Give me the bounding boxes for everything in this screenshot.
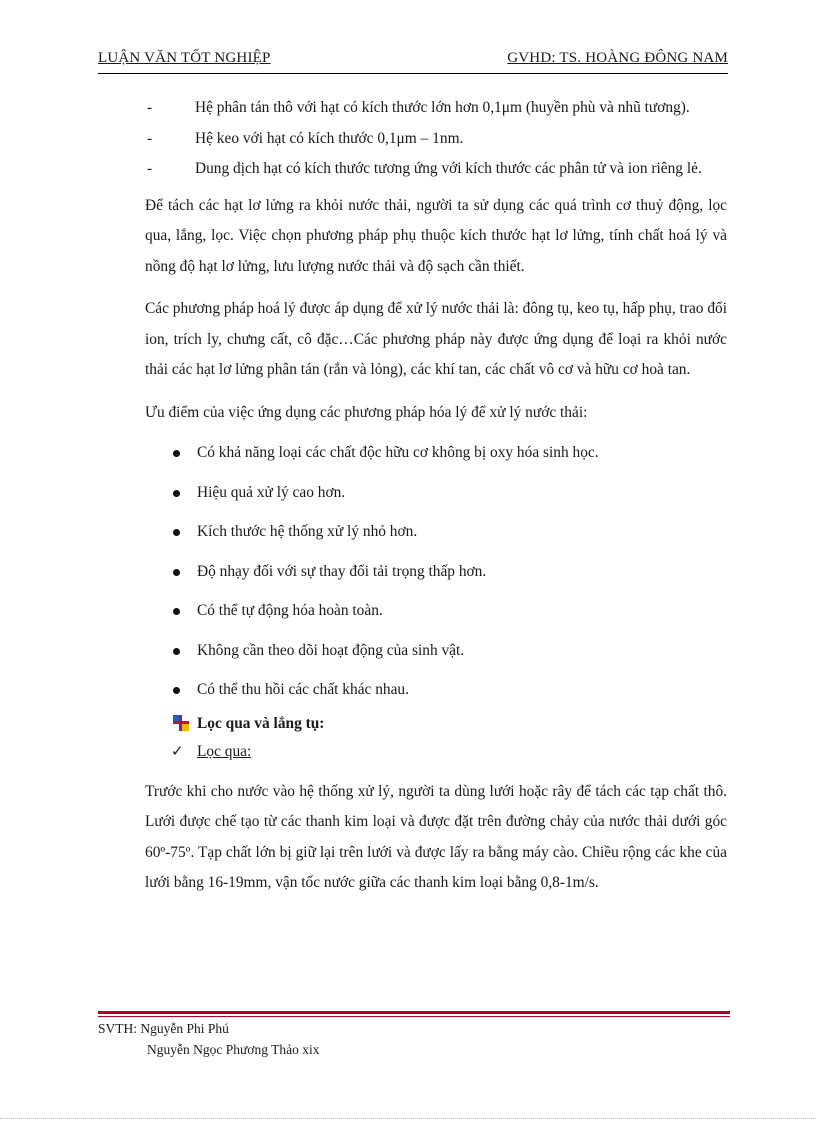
bullet-dot-icon	[173, 450, 180, 457]
flag-bullet-icon	[173, 715, 189, 731]
checkmark-icon: ✓	[171, 743, 184, 760]
list-item	[147, 670, 727, 710]
advantages-list	[147, 433, 727, 710]
bullet-dot-icon	[173, 687, 180, 694]
list-item	[147, 473, 727, 513]
header-advisor: GVHD: TS. HOÀNG ĐÔNG NAM	[507, 50, 728, 66]
footer-author: SVTH: Nguyễn Phi Phú	[98, 1021, 229, 1036]
dash-item	[147, 93, 727, 124]
list-item-text: Có thể tự động hóa hoàn toàn.	[197, 602, 383, 619]
list-item-text: Độ nhạy đối với sự thay đổi tải trọng thấp hơn.	[197, 562, 487, 580]
list-item	[147, 591, 727, 631]
dash-list	[147, 93, 727, 185]
section-heading-text: Lọc qua và lắng tụ:	[197, 714, 325, 732]
list-item-text: Kích thước hệ thống xử lý nhỏ hơn.	[197, 523, 418, 540]
list-item-text: Có khả năng loại các chất độc hữu cơ không bị oxy hóa sinh học.	[197, 444, 599, 461]
sub-heading	[147, 737, 727, 767]
dash-marker: -	[147, 129, 153, 147]
dash-item-text: Dung dịch hạt có kích thước tương ứng với kích thước các phân tử và ion riêng lẻ.	[195, 160, 702, 177]
sub-heading-text: Lọc qua:	[197, 742, 252, 760]
paragraph: Để tách các hạt lơ lửng ra khỏi nước thải, người ta sử dụng các quá trình cơ thuỷ động, lọc qua, lắng, lọc. Việc chọn phương pháp phụ thuộc kích thước hạt lơ lửng, tính chất hoá lý và nồng độ hạt lơ lửng, lưu lượng nước thải và độ sạch cần thiết.	[145, 196, 727, 275]
list-item	[147, 512, 727, 552]
bullet-dot-icon	[173, 648, 180, 655]
bullet-dot-icon	[173, 569, 180, 576]
header-divider	[98, 73, 728, 74]
list-item	[147, 552, 727, 592]
page-edge	[0, 1118, 816, 1119]
list-item-text: Có thể thu hồi các chất khác nhau.	[197, 681, 409, 698]
paragraph: Ưu điểm của việc ứng dụng các phương pháp hóa lý để xử lý nước thải:	[145, 403, 588, 421]
bullet-dot-icon	[173, 490, 180, 497]
list-item	[147, 631, 727, 671]
dash-item-text: Hệ keo với hạt có kích thước 0,1μm – 1nm.	[195, 129, 464, 147]
paragraph: Các phương pháp hoá lý được áp dụng để xử lý nước thải là: đông tụ, keo tụ, hấp phụ, trao đổi ion, trích ly, chưng cất, cô đặc…Các phương pháp này được ứng dụng để loại ra khỏi nước thải các hạt lơ lửng phân tán (rắn và lỏng), các khí tan, các chất vô cơ và hữu cơ hoà tan.	[145, 300, 727, 378]
footer-divider-thin	[98, 1016, 730, 1017]
footer-divider	[98, 1011, 730, 1014]
document-body	[147, 93, 727, 899]
list-item	[147, 433, 727, 473]
paragraph: Trước khi cho nước vào hệ thống xử lý, người ta dùng lưới hoặc rây để tách các tạp chất thô. Lưới được chế tạo từ các thanh kim loại và được đặt trên đường chảy của nước thải dưới góc 60º-75º. Tạp chất lớn bị giữ lại trên lưới và được lấy ra bằng máy cào. Chiều rộng các khe của lưới bằng 16-19mm, vận tốc nước giữa các thanh kim loại bằng 0,8-1m/s.	[145, 782, 727, 891]
dash-item-text: Hệ phân tán thô với hạt có kích thước lớn hơn 0,1μm (huyền phù và nhũ tương).	[195, 99, 690, 116]
dash-item	[147, 124, 727, 155]
header-title: LUẬN VĂN TỐT NGHIỆP	[98, 50, 271, 66]
bullet-dot-icon	[173, 529, 180, 536]
dash-item	[147, 154, 727, 185]
list-item-text: Hiệu quả xử lý cao hơn.	[197, 483, 346, 501]
list-item-text: Không cần theo dõi hoạt động của sinh vật.	[197, 641, 465, 659]
section-heading	[147, 710, 727, 737]
page-header	[98, 50, 728, 67]
bullet-dot-icon	[173, 608, 180, 615]
dash-marker: -	[147, 160, 153, 177]
page-footer	[98, 1018, 319, 1060]
footer-author-2: Nguyễn Ngọc Phương Thảo xix	[147, 1042, 320, 1057]
dash-marker: -	[147, 99, 153, 116]
